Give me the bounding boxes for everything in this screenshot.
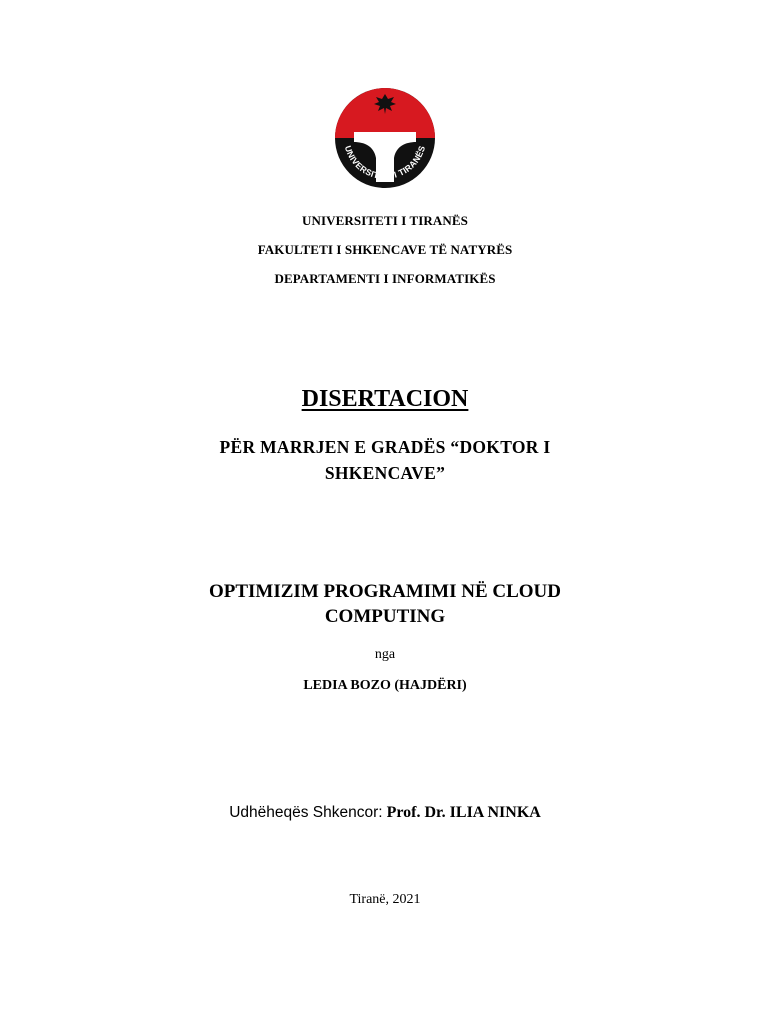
supervisor-line — [0, 804, 770, 822]
logo-ring-text: UNIVERSITETI I TIRANËS — [342, 144, 428, 182]
degree-line-1: PËR MARRJEN E GRADËS “DOKTOR I — [219, 437, 551, 457]
author-name: LEDIA BOZO (HAJDËRI) — [303, 678, 467, 693]
by-label: nga — [374, 647, 396, 662]
document-type-title: DISERTACION — [301, 386, 469, 412]
supervisor-label: Udhëheqës Shkencor: — [229, 804, 383, 821]
thesis-title-line-2: COMPUTING — [324, 606, 446, 627]
supervisor-name: Prof. Dr. ILIA NINKA — [386, 804, 541, 821]
faculty-name: FAKULTETI I SHKENCAVE TË NATYRËS — [257, 242, 513, 257]
university-name: UNIVERSITETI I TIRANËS — [302, 213, 468, 228]
thesis-title-line-1: OPTIMIZIM PROGRAMIMI NË CLOUD — [208, 581, 562, 602]
place-date: Tiranë, 2021 — [349, 892, 421, 907]
university-logo — [330, 86, 440, 190]
degree-line-2: SHKENCAVE” — [324, 463, 446, 483]
department-name: DEPARTAMENTI I INFORMATIKËS — [274, 271, 496, 286]
